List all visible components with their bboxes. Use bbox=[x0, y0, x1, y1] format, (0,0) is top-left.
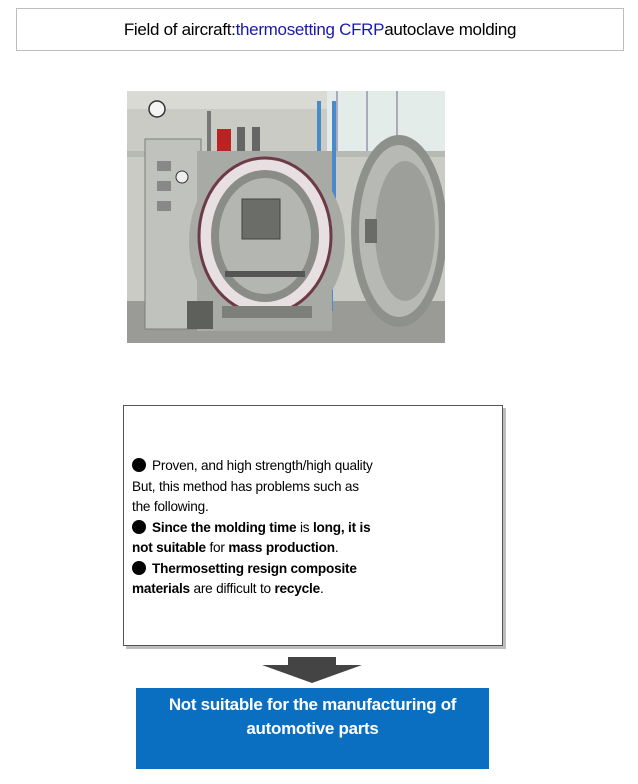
bullet-icon bbox=[132, 561, 146, 575]
description-box bbox=[123, 405, 503, 646]
problems-line: But, this method has problems such as bbox=[132, 478, 359, 494]
title-highlight: thermosetting CFRP bbox=[235, 19, 385, 39]
following-line: the following. bbox=[132, 499, 209, 514]
bullet-icon bbox=[132, 520, 146, 534]
conclusion-box bbox=[136, 688, 489, 769]
molding-time-item: Since the molding time is long, it is not suitable for mass production. bbox=[132, 519, 371, 555]
conclusion-line-1: Not suitable for the manufacturing of bbox=[168, 695, 457, 714]
proven-line: Proven, and high strength/high quality bbox=[132, 456, 494, 477]
conclusion-line-2: automotive parts bbox=[246, 719, 379, 738]
page-title bbox=[16, 8, 624, 51]
autoclave-photo bbox=[127, 91, 445, 343]
down-arrow-icon bbox=[262, 657, 362, 683]
bullet-icon bbox=[132, 458, 146, 472]
recycle-item: Thermosetting resign composite materials are difficult to recycle. bbox=[132, 560, 357, 596]
title-suffix: autoclave molding bbox=[384, 19, 517, 39]
title-prefix: Field of aircraft: bbox=[123, 19, 236, 39]
